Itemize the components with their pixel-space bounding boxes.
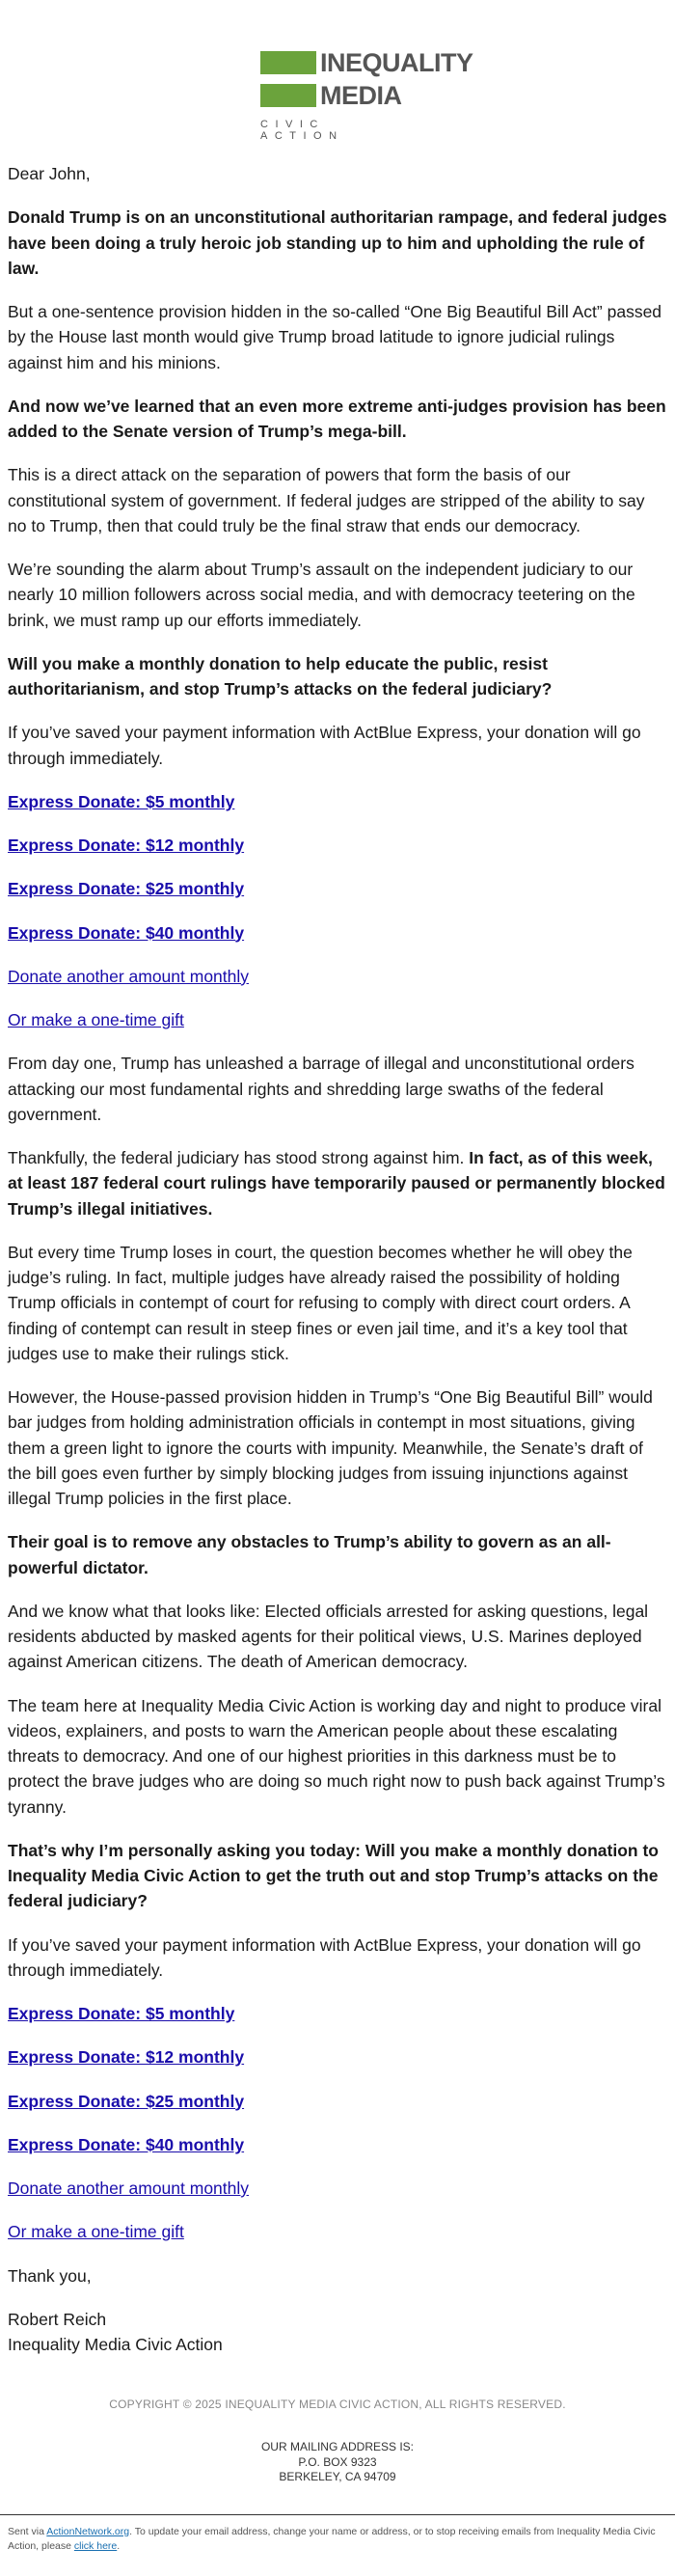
paragraph: Donald Trump is on an unconstitutional authoritarian rampage, and federal judges have been doing a truly heroic job standing up to him and upholding the rule of law. [8,207,667,278]
express-donate-5-link[interactable]: Express Donate: $5 monthly [8,791,235,811]
signature-org: Inequality Media Civic Action [8,2335,223,2354]
paragraph: The team here at Inequality Media Civic Action is working day and night to produce viral videos, explainers, and posts to warn the American people about these escalating threats to democracy. And one of our highest priorities in this darkness must be to protect the brave judges who are doing so much right now to push back against Trump’s tyranny. [8,1695,665,1817]
logo-bar-top [260,51,316,74]
paragraph-text: Thankfully, the federal judiciary has stood strong against him. [8,1148,470,1167]
express-donate-12-link[interactable]: Express Donate: $12 monthly [8,2047,245,2068]
one-time-gift-link[interactable]: Or make a one-time gift [8,1010,184,1029]
paragraph: But a one-sentence provision hidden in the so-called “One Big Beautiful Bill Act” passed by the House last month would give Trump broad latitude to ignore judicial rulings against him and his minions. [8,302,662,372]
express-donate-12-link[interactable]: Express Donate: $12 monthly [8,836,245,855]
paragraph [8,1145,667,1221]
paragraph: If you’ve saved your payment information with ActBlue Express, your donation will go through immediately. [8,723,641,768]
donate-other-amount-link[interactable]: Donate another amount monthly [8,2179,250,2198]
logo-word-inequality: INEQUALITY [320,48,473,77]
paragraph: And we know what that looks like: Elected officials arrested for asking questions, legal residents abducted by masked agents for their political views, U.S. Marines deployed against American citizens. The death of American democracy. [8,1601,649,1672]
paragraph: Will you make a monthly donation to help educate the public, resist authoritarianism, and stop Trump’s attacks on the federal judiciary? [8,653,553,699]
express-donate-5-link[interactable]: Express Donate: $5 monthly [8,2004,235,2023]
copyright: COPYRIGHT © 2025 INEQUALITY MEDIA CIVIC ACTION, ALL RIGHTS RESERVED. [109,2398,566,2412]
logo-bar-bottom [260,84,316,107]
paragraph: And now we’ve learned that an even more extreme anti-judges provision has been added to the Senate version of Trump’s mega-bill. [8,396,666,441]
express-donate-40-link[interactable]: Express Donate: $40 monthly [8,2134,245,2154]
notice-text: . To update your email address, change your name or address, or to stop receiving emails from Inequality Media Civic Action, please [8,2526,656,2552]
express-donate-25-link[interactable]: Express Donate: $25 monthly [8,2091,245,2111]
unsubscribe-notice [0,2514,675,2553]
mailing-address [0,2440,675,2485]
paragraph: From day one, Trump has unleashed a barrage of illegal and unconstitutional orders attacking our most fundamental rights and shredding large swaths of the federal government. [8,1054,634,1124]
address-line: BERKELEY, CA 94709 [279,2470,396,2484]
paragraph: However, the House-passed provision hidden in Trump’s “One Big Beautiful Bill” would bar judges from holding administration officials in contempt in most situations, giving them a green light to ignore the courts with impunity. Meanwhile, the Senate’s draft of the bill goes even further by simply blocking judges from issuing injunctions against illegal Trump policies in the first place. [8,1387,653,1508]
notice-text: . [117,2539,121,2552]
logo [260,45,473,142]
logo-subtitle: CIVIC ACTION [260,119,344,142]
signature-name: Robert Reich [8,2309,107,2329]
express-donate-40-link[interactable]: Express Donate: $40 monthly [8,922,245,943]
one-time-gift-link[interactable]: Or make a one-time gift [8,2222,184,2242]
closing-thanks: Thank you, [8,2265,92,2286]
logo-word-media: MEDIA [320,81,402,110]
donate-other-amount-link[interactable]: Donate another amount monthly [8,966,250,986]
express-donate-25-link[interactable]: Express Donate: $25 monthly [8,879,245,899]
paragraph: If you’ve saved your payment information with ActBlue Express, your donation will go through immediately. [8,1934,641,1980]
paragraph: That’s why I’m personally asking you today: Will you make a monthly donation to Inequality Media Civic Action to get the truth out and stop Trump’s attacks on the federal judiciary? [8,1840,659,1911]
unsubscribe-link[interactable]: click here [73,2539,118,2552]
greeting: Dear John, [8,164,91,183]
paragraph: But every time Trump loses in court, the question becomes whether he will obey the judge’s ruling. In fact, multiple judges have already raised the possibility of holding Trump officials in contempt of court for refusing to comply with direct court orders. A finding of contempt can result in steep fines or even jail time, and it’s a key tool that judges use to make their rulings stick. [8,1242,633,1363]
address-heading: OUR MAILING ADDRESS IS: [260,2440,415,2454]
paragraph: This is a direct attack on the separation of powers that form the basis of our constitutional system of government. If federal judges are stripped of the ability to say no to Trump, then that could truly be the final straw that ends our democracy. [8,465,645,535]
actionnetwork-link[interactable]: ActionNetwork.org [46,2526,130,2538]
paragraph: We’re sounding the alarm about Trump’s assault on the independent judiciary to our nearly 10 million followers across social media, and with democracy teetering on the brink, we must ramp up our efforts immediately. [8,560,635,630]
email-body [0,161,675,2357]
footer [0,2398,675,2485]
paragraph: Their goal is to remove any obstacles to Trump’s ability to govern as an all-powerful dictator. [8,1532,611,1577]
signature [8,2307,667,2358]
address-line: P.O. BOX 9323 [298,2454,377,2469]
paragraph-bold-text: In fact, as of this week, at least 187 federal court rulings have temporarily paused or permanently blocked Trump’s illegal initiatives. [8,1148,665,1219]
notice-text: Sent via [8,2526,47,2538]
